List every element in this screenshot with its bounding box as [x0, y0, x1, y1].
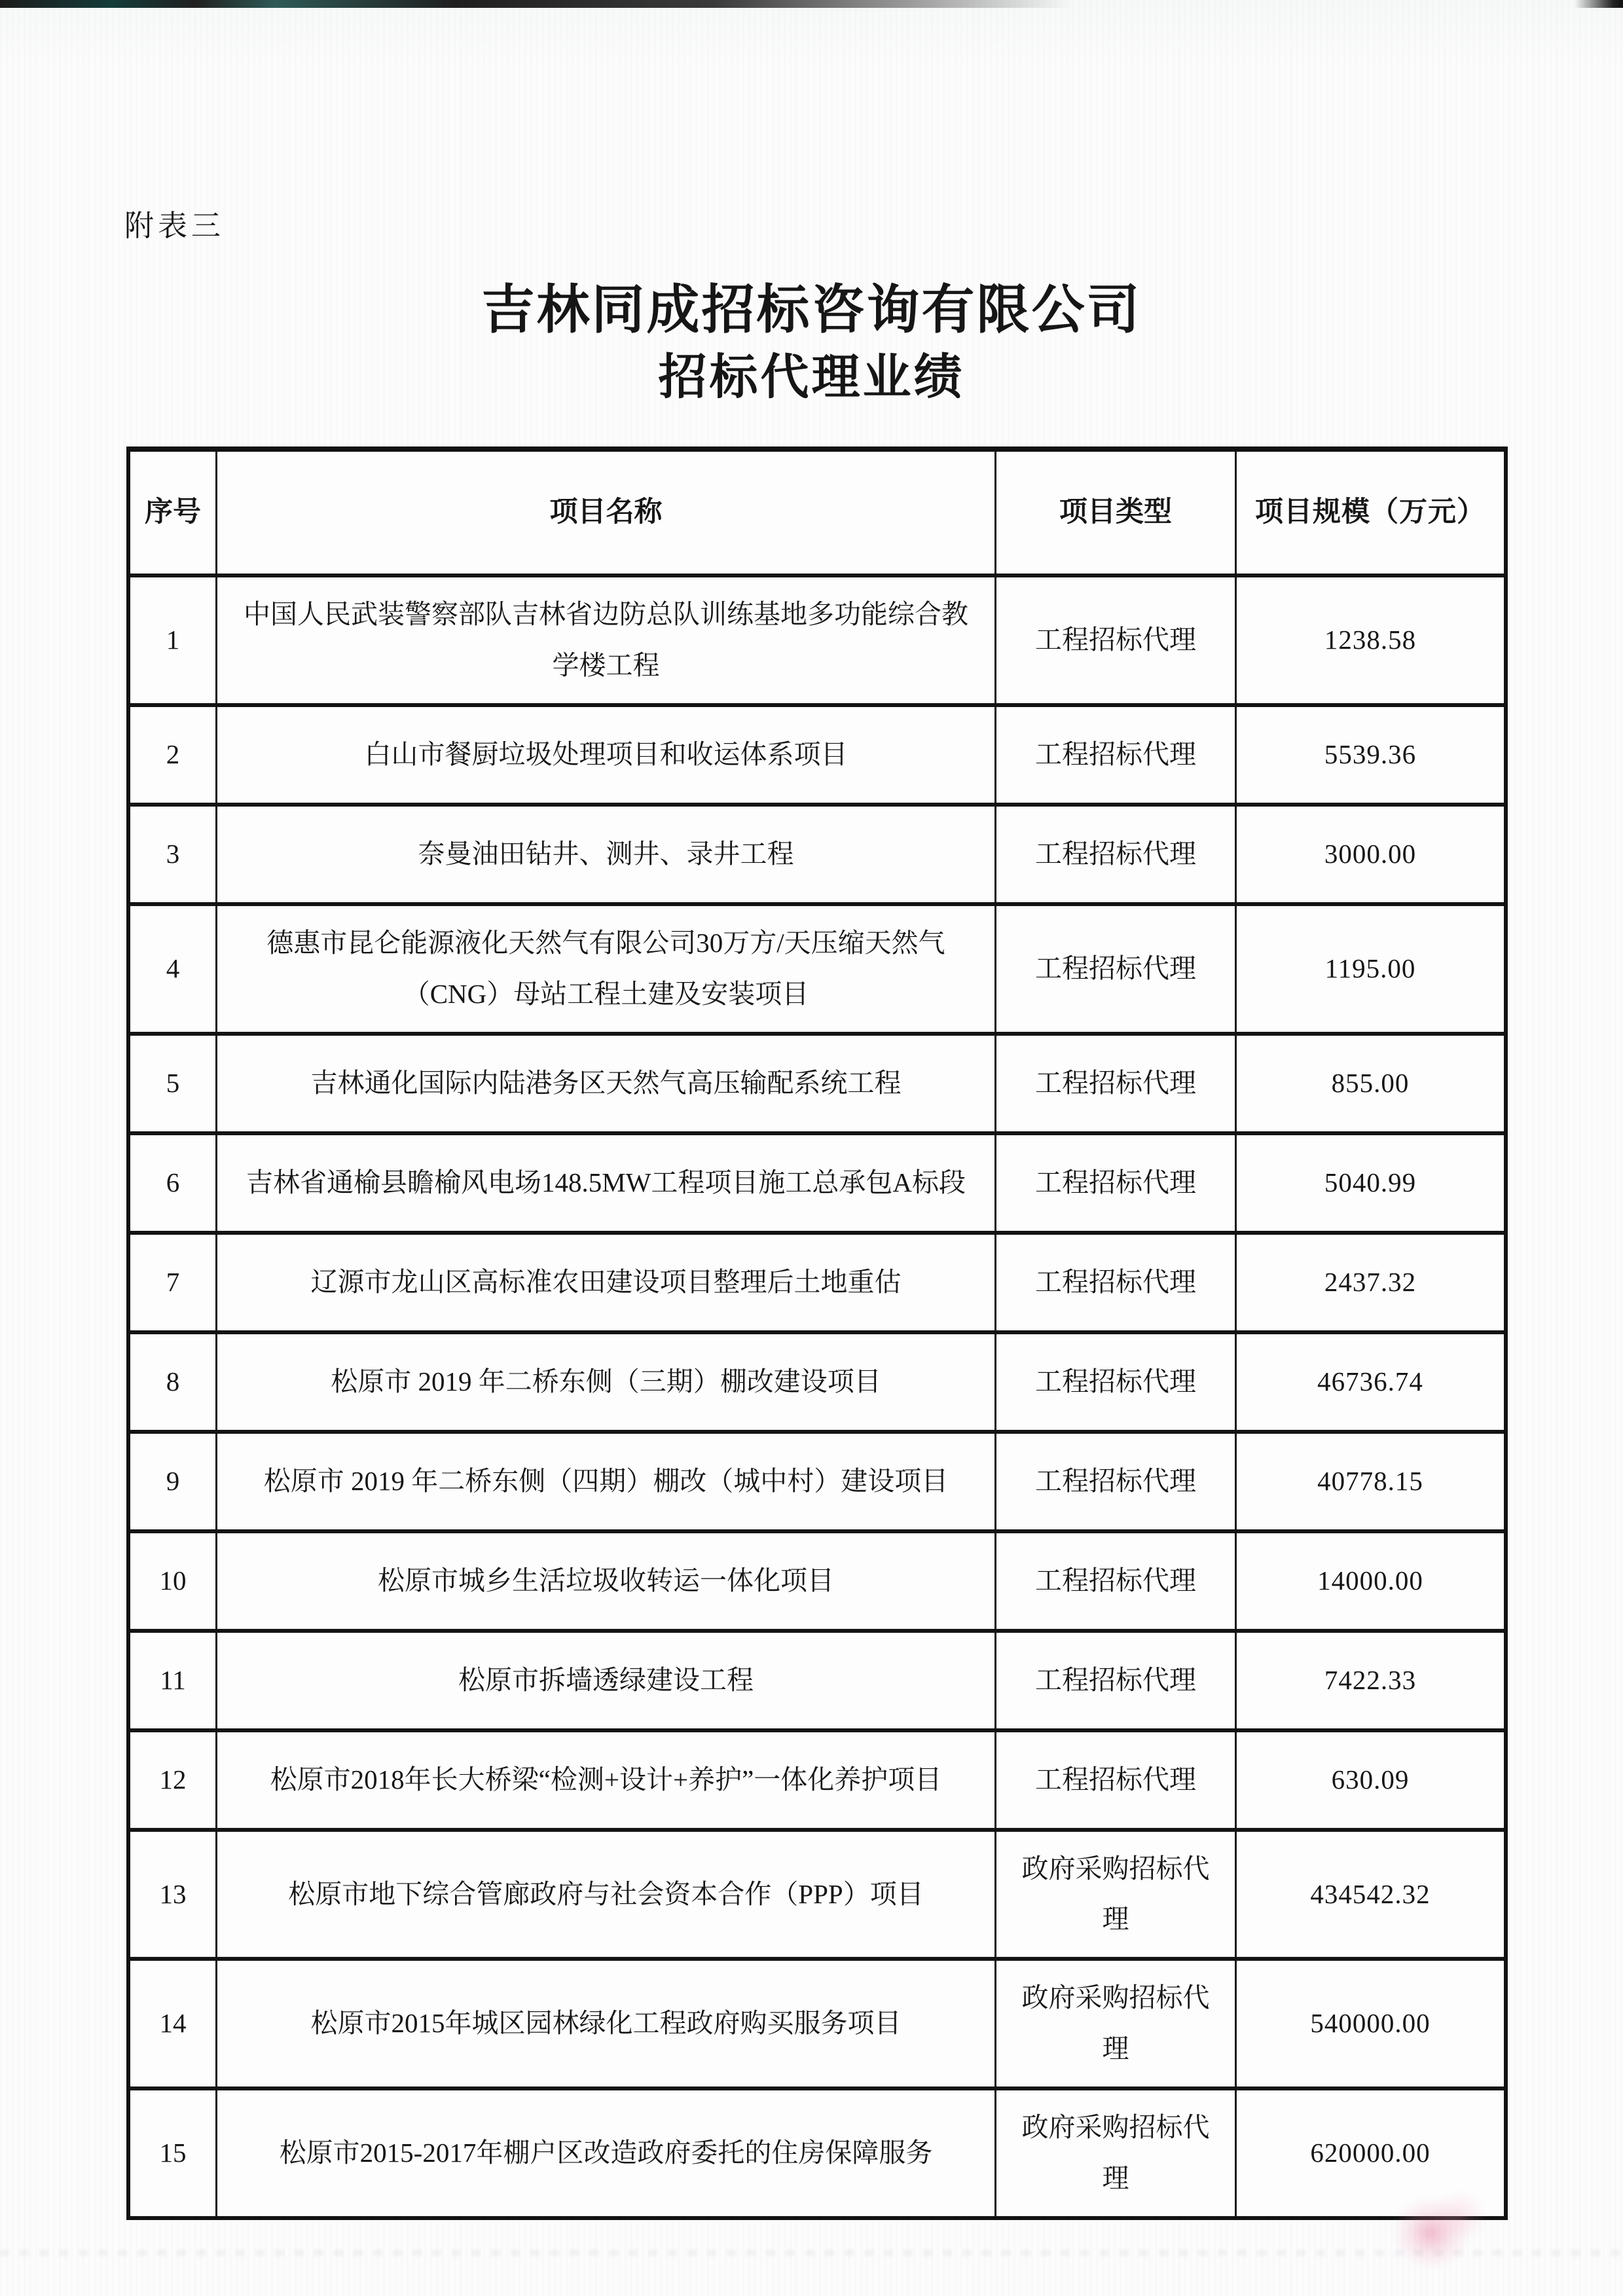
project-type-cell: 工程招标代理	[994, 1036, 1235, 1131]
row-number-cell: 9	[166, 1465, 180, 1496]
project-name-cell: 辽源市龙山区高标准农田建设项目整理后土地重估	[215, 1235, 994, 1330]
project-scale-cell: 5040.99	[1235, 1135, 1504, 1231]
project-type-cell: 政府采购招标代理	[994, 2090, 1235, 2216]
table-row	[130, 807, 1504, 906]
project-name-cell: 白山市餐厨垃圾处理项目和收运体系项目	[215, 707, 994, 803]
project-name-cell: 松原市拆墙透绿建设工程	[215, 1633, 994, 1728]
row-number-cell: 8	[166, 1366, 180, 1396]
project-type-cell: 政府采购招标代理	[994, 1832, 1235, 1958]
project-scale-cell: 3000.00	[1235, 807, 1504, 902]
project-name-cell: 吉林通化国际内陆港务区天然气高压输配系统工程	[215, 1036, 994, 1131]
project-name-cell: 松原市2018年长大桥梁“检测+设计+养护”一体化养护项目	[215, 1732, 994, 1828]
project-type-cell: 工程招标代理	[994, 906, 1235, 1032]
project-name-cell: 松原市2015年城区园林绿化工程政府购买服务项目	[215, 1961, 994, 2086]
header-项目类型: 项目类型	[994, 452, 1235, 574]
project-scale-cell: 7422.33	[1235, 1633, 1504, 1728]
row-number-cell: 11	[160, 1664, 186, 1695]
project-type-cell: 工程招标代理	[994, 807, 1235, 902]
project-scale-cell: 620000.00	[1235, 2090, 1504, 2216]
project-name-cell: 松原市城乡生活垃圾收转运一体化项目	[215, 1533, 994, 1629]
project-scale-cell: 14000.00	[1235, 1533, 1504, 1629]
document-title	[0, 275, 1623, 410]
project-scale-cell: 1238.58	[1235, 577, 1504, 703]
project-type-cell: 工程招标代理	[994, 1633, 1235, 1728]
document-subtitle: 招标代理业绩	[658, 351, 965, 405]
row-number-cell: 12	[159, 1764, 187, 1795]
table-row	[130, 2090, 1504, 2216]
header-项目规模: 项目规模（万元）	[1235, 452, 1504, 574]
project-name-cell: 德惠市昆仑能源液化天然气有限公司30万方/天压缩天然气（CNG）母站工程土建及安装项目	[215, 906, 994, 1032]
table-row	[130, 1732, 1504, 1832]
row-number-cell: 5	[166, 1067, 180, 1098]
project-scale-cell: 5539.36	[1235, 707, 1504, 803]
project-name-cell: 中国人民武装警察部队吉林省边防总队训练基地多功能综合教学楼工程	[215, 577, 994, 703]
performance-table	[126, 446, 1508, 2220]
red-stamp-smudge	[1385, 2171, 1500, 2281]
table-row	[130, 707, 1504, 807]
project-scale-cell: 540000.00	[1235, 1961, 1504, 2086]
table-row	[130, 1235, 1504, 1334]
project-type-cell: 政府采购招标代理	[994, 1961, 1235, 2086]
row-number-cell: 4	[166, 953, 180, 983]
row-number-cell: 3	[166, 838, 180, 869]
header-序号: 序号	[145, 497, 201, 528]
project-scale-cell: 630.09	[1235, 1732, 1504, 1828]
project-type-cell: 工程招标代理	[994, 1434, 1235, 1529]
project-type-cell: 工程招标代理	[994, 577, 1235, 703]
project-type-cell: 工程招标代理	[994, 1334, 1235, 1430]
project-type-cell: 工程招标代理	[994, 707, 1235, 803]
project-name-cell: 松原市地下综合管廊政府与社会资本合作（PPP）项目	[215, 1832, 994, 1958]
table-header-row	[130, 452, 1504, 577]
project-name-cell: 松原市2015-2017年棚户区改造政府委托的住房保障服务	[215, 2090, 994, 2216]
scanner-noise-artifact	[0, 2250, 1623, 2256]
project-type-cell: 工程招标代理	[994, 1135, 1235, 1231]
scanner-edge-artifact	[0, 0, 1623, 8]
table-row	[130, 1135, 1504, 1235]
row-number-cell: 13	[159, 1878, 187, 1909]
table-row	[130, 577, 1504, 707]
header-项目名称: 项目名称	[215, 452, 994, 574]
row-number-cell: 1	[166, 624, 180, 655]
row-number-cell: 7	[166, 1266, 180, 1297]
project-scale-cell: 2437.32	[1235, 1235, 1504, 1330]
project-scale-cell: 855.00	[1235, 1036, 1504, 1131]
project-name-cell: 吉林省通榆县瞻榆风电场148.5MW工程项目施工总承包A标段	[215, 1135, 994, 1231]
project-scale-cell: 434542.32	[1235, 1832, 1504, 1958]
table-row	[130, 1961, 1504, 2090]
project-type-cell: 工程招标代理	[994, 1235, 1235, 1330]
row-number-cell: 15	[159, 2138, 187, 2168]
company-name-title: 吉林同成招标咨询有限公司	[481, 281, 1142, 340]
row-number-cell: 14	[159, 2008, 187, 2039]
row-number-cell: 6	[166, 1167, 180, 1197]
row-number-cell: 2	[166, 738, 180, 769]
project-type-cell: 工程招标代理	[994, 1732, 1235, 1828]
table-row	[130, 1434, 1504, 1533]
project-scale-cell: 1195.00	[1235, 906, 1504, 1032]
table-row	[130, 1633, 1504, 1732]
project-scale-cell: 40778.15	[1235, 1434, 1504, 1529]
project-name-cell: 奈曼油田钻井、测井、录井工程	[215, 807, 994, 902]
project-name-cell: 松原市 2019 年二桥东侧（四期）棚改（城中村）建设项目	[215, 1434, 994, 1529]
row-number-cell: 10	[159, 1565, 187, 1595]
project-type-cell: 工程招标代理	[994, 1533, 1235, 1629]
project-name-cell: 松原市 2019 年二桥东侧（三期）棚改建设项目	[215, 1334, 994, 1430]
project-scale-cell: 46736.74	[1235, 1334, 1504, 1430]
table-row	[130, 906, 1504, 1036]
table-row	[130, 1334, 1504, 1434]
table-row	[130, 1036, 1504, 1135]
table-body	[130, 577, 1504, 2216]
table-row	[130, 1533, 1504, 1633]
table-row	[130, 1832, 1504, 1961]
attachment-label: 附表三	[124, 210, 225, 242]
